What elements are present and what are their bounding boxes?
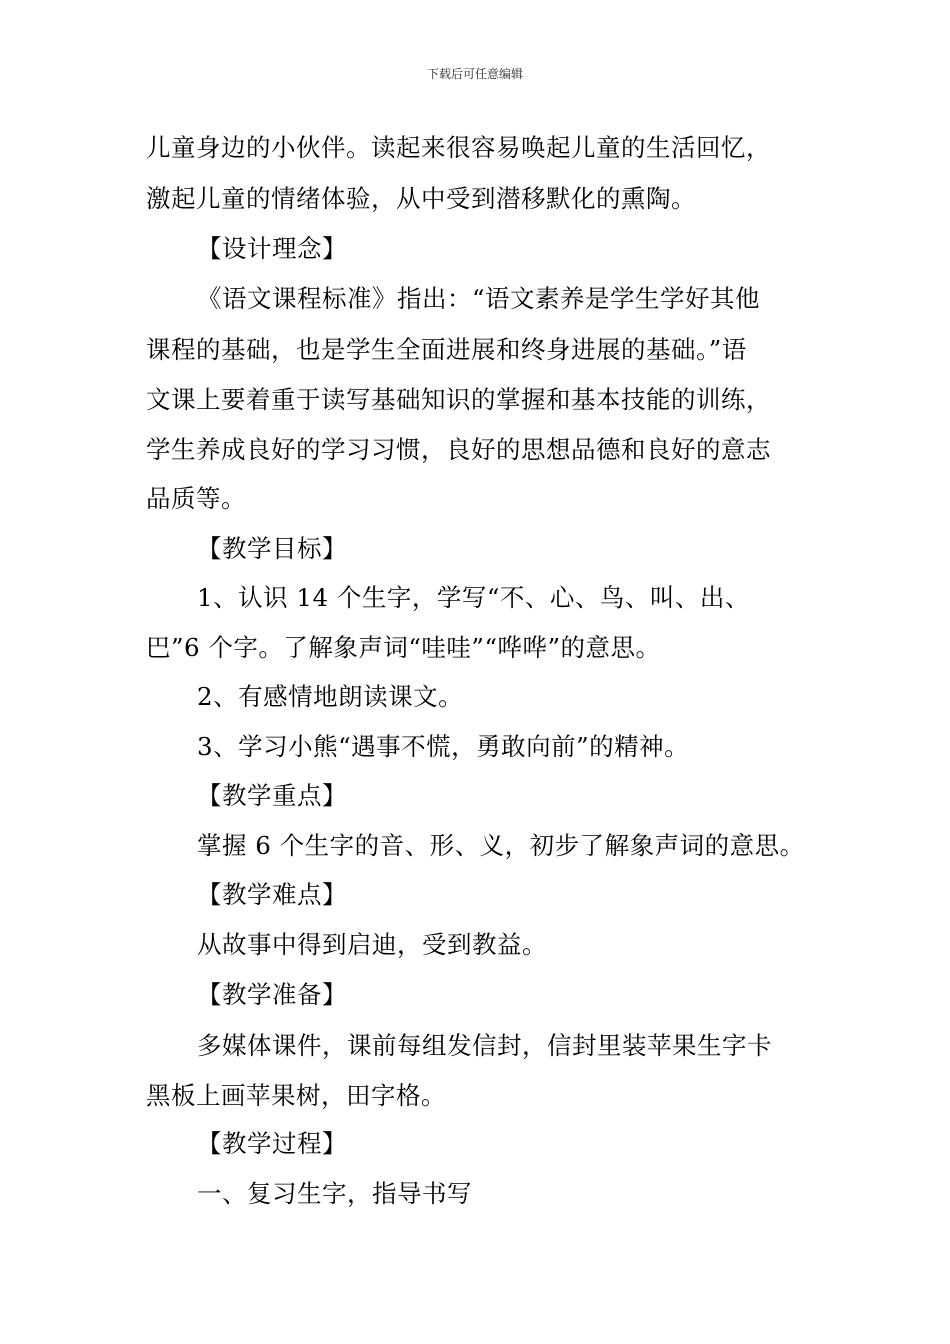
process-step-1: 一、复习生字，指导书写 <box>197 1179 472 1208</box>
goal-item-1: 1、认识 14 个生字，学写“不、心、鸟、叫、出、 <box>197 583 750 612</box>
paragraph-line: 学生养成良好的学习习惯，良好的思想品德和良好的意志 <box>146 435 771 464</box>
paragraph-line: 激起儿童的情绪体验，从中受到潜移默化的熏陶。 <box>146 184 696 213</box>
section-heading-teaching-goals: 【教学目标】 <box>197 534 347 563</box>
preparation-text: 多媒体课件，课前每组发信封，信封里装苹果生字卡 <box>197 1031 772 1060</box>
section-heading-process: 【教学过程】 <box>197 1129 347 1158</box>
difficulty-text: 从故事中得到启迪，受到教益。 <box>197 930 547 959</box>
paragraph-line: 儿童身边的小伙伴。读起来很容易唤起儿童的生活回忆， <box>146 133 771 162</box>
goal-item-1-continued: 巴”6 个字。了解象声词“哇哇”“哗哗”的意思。 <box>146 633 661 662</box>
goal-item-2: 2、有感情地朗读课文。 <box>197 682 464 711</box>
section-heading-design-concept: 【设计理念】 <box>197 234 347 263</box>
preparation-text-continued: 黑板上画苹果树，田字格。 <box>146 1081 446 1110</box>
paragraph-line: 《语文课程标准》指出：“语文素养是学生学好其他 <box>197 284 761 313</box>
page-header-note: 下载后可任意编辑 <box>426 67 523 81</box>
key-points-text: 掌握 6 个生字的音、形、义，初步了解象声词的意思。 <box>197 831 805 860</box>
section-heading-preparation: 【教学准备】 <box>197 980 347 1009</box>
section-heading-key-points: 【教学重点】 <box>197 781 347 810</box>
section-heading-difficulty: 【教学难点】 <box>197 880 347 909</box>
paragraph-line: 文课上要着重于读写基础知识的掌握和基本技能的训练， <box>146 385 771 414</box>
paragraph-line: 品质等。 <box>146 484 246 513</box>
paragraph-line: 课程的基础，也是学生全面进展和终身进展的基础。”语 <box>146 335 747 364</box>
goal-item-3: 3、学习小熊“遇事不慌，勇敢向前”的精神。 <box>197 732 690 761</box>
